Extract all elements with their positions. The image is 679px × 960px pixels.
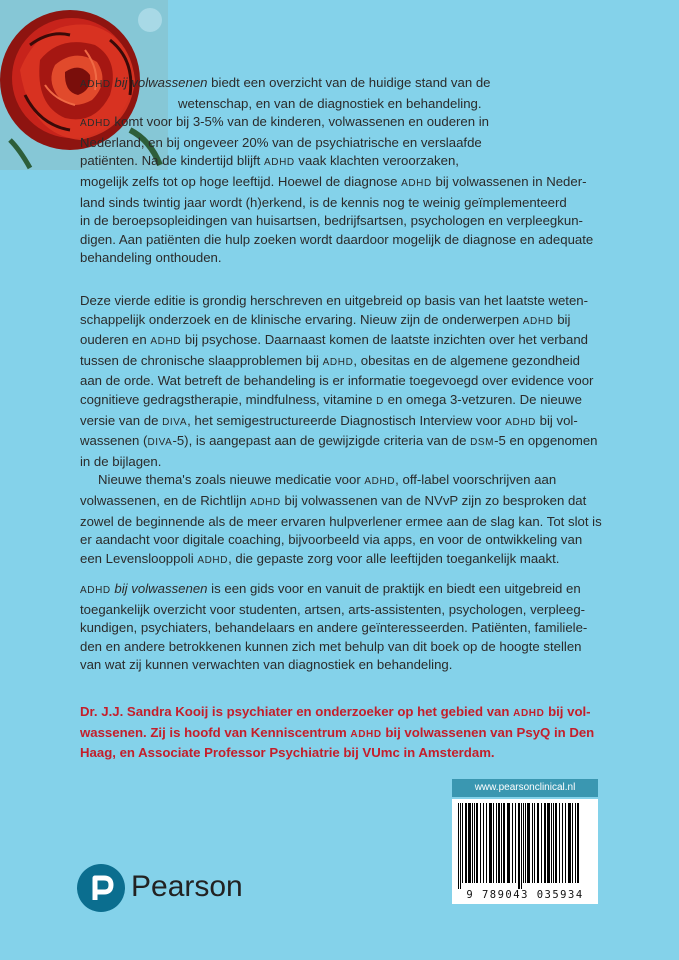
text-segment: Dr. J.J. Sandra Kooij is psychiater en onderzoeker op het gebied van [80,704,514,719]
text-segment: bij volwassenen in Neder- [431,173,587,189]
barcode-bar [551,803,552,883]
barcode-bar [515,803,516,883]
barcode-bar [498,803,500,883]
barcode-bar [465,803,467,883]
author-bio [80,703,620,763]
text-segment: zowel de beginnende als de meer ervaren hulpverlener ermee aan de slag kan. Tot slot is [80,513,602,529]
text-line [80,513,620,532]
barcode-bar [493,803,494,883]
text-segment: Deze vierde editie is grondig herschreven en uitgebreid op basis van het laatste weten- [80,293,589,308]
barcode-bar [544,803,546,883]
text-segment: ADHD [197,554,229,566]
barcode-bar [476,803,478,883]
text-segment: digen. Aan patiënten die hulp zoeken wordt daardoor mogelijk de diagnose en adequate [80,231,594,247]
text-segment: , het semigestructureerde Diagnostisch Interview voor [187,412,506,428]
barcode-bar [501,803,502,883]
barcode-bar [460,803,461,889]
text-segment: , off-label voorschrijven aan [395,472,557,488]
barcode-bar [518,803,520,889]
text-segment: DIVA [147,437,173,449]
barcode-bar [555,803,557,883]
barcode-bar [489,803,492,883]
text-line [80,95,620,114]
text-segment: tussen de chronische slaapproblemen bij [80,352,323,368]
text-line [80,292,620,311]
edition-paragraph [80,292,620,570]
barcode-bar [486,803,487,883]
text-line [80,744,620,763]
text-line [80,391,620,412]
text-segment: volwassenen, en de Richtlijn [80,492,251,508]
barcode-bar [480,803,481,883]
text-segment: -5), is aangepast aan de gewijzigde criteria van de [172,433,471,449]
text-line [80,412,620,433]
barcode-bar [525,803,526,883]
text-segment: ADHD [80,118,111,130]
text-line [80,212,620,231]
barcode-bar [474,803,475,883]
barcode-bar [503,803,505,883]
barcode-bar [472,803,473,883]
audience-paragraph [80,580,620,675]
text-segment: bij vol- [544,704,591,719]
barcode-bar [468,803,471,883]
text-segment: bij volwassenen [110,581,208,596]
text-line [80,471,620,492]
text-segment: schappelijk onderzoek en de klinische ervaring. Nieuw zijn de onderwerpen [80,311,523,327]
text-segment: ADHD [505,416,536,428]
barcode-bar [568,803,571,883]
text-segment: wetenschap, en van de diagnostiek en behandeling. [178,95,482,111]
text-line [80,432,620,453]
text-segment: bij volwassenen van PsyQ in Den [381,724,595,740]
text-line [80,331,620,352]
text-segment: ADHD [522,315,554,327]
text-line [80,194,620,213]
text-segment: behandeling onthouden. [80,250,222,266]
text-segment: biedt een overzicht van de huidige stand van de [207,75,491,90]
intro-paragraph [80,74,620,268]
text-segment: toegankelijk overzicht voor studenten, artsen, arts-assistenten, psychologen, verpleeg- [80,601,586,617]
isbn-barcode [452,799,598,904]
text-segment: vaak klachten veroorzaken, [294,153,459,169]
barcode-bar [577,803,579,883]
text-line [80,231,620,250]
text-segment: is een gids voor en vanuit de praktijk en biedt een uitgebreid en [207,581,581,596]
text-segment: bij volwassenen van de NVvP zijn zo besproken dat [280,492,587,508]
text-line [80,638,620,657]
text-line [80,453,620,472]
text-line [80,580,620,601]
text-line [80,656,620,675]
barcode-bar [553,803,554,883]
text-segment: -5 en opgenomen [494,433,598,449]
text-segment: DIVA [162,416,188,428]
isbn-number: 9 789043 035934 [466,889,584,901]
text-segment: kundigen, psychiaters, behandelaars en andere geïnteresseerden. Patiënten, familiele- [80,620,588,636]
text-line [80,152,620,173]
text-line [80,492,620,513]
text-segment: D [376,395,384,407]
text-segment: , obesitas en de algemene gezondheid [353,352,580,368]
barcode-bar [575,803,576,883]
text-segment: , die gepaste zorg voor alle leeftijden toegankelijk maakt. [228,550,560,566]
text-line [80,619,620,638]
barcode-bar [512,803,513,883]
text-line [80,134,620,153]
text-segment: land sinds twintig jaar wordt (h)erkend, is de kennis nog te weinig geïmplementeerd [80,194,567,210]
text-line [80,724,620,745]
text-line [80,113,620,134]
text-line [80,703,620,724]
barcode-bar [534,803,535,883]
publisher-name: Pearson [131,870,243,903]
barcode-bar [537,803,539,883]
text-line [80,74,620,95]
barcode-bar [559,803,560,883]
barcode-bar [462,803,463,883]
text-segment: mogelijk zelfs tot op hoge leeftijd. Hoewel de diagnose [80,173,402,189]
text-segment: bij [553,311,571,327]
text-segment: bij volwassenen [110,75,208,90]
text-segment: bij vol- [535,412,578,428]
text-segment: ouderen en [80,332,151,348]
text-segment: versie van de [80,412,163,428]
text-segment: ADHD [264,157,295,169]
text-segment: DSM [470,437,495,449]
text-segment: wassenen. Zij is hoofd van Kenniscentrum [80,724,351,740]
text-line [80,531,620,550]
text-segment: den en andere betrokkenen kunnen zich met behulp van dit boek op de hoogte stellen [80,638,582,654]
barcode-bar [496,803,497,883]
text-segment: ADHD [513,708,545,719]
barcode-bar [532,803,533,883]
text-line [80,311,620,332]
text-segment: ADHD [150,336,182,348]
text-segment: een Levenslooppoli [80,550,198,566]
text-line [80,550,620,571]
barcode-bar [565,803,566,883]
text-segment: ADHD [80,79,111,90]
barcode-bar [523,803,524,883]
text-segment: ADHD [364,476,396,488]
barcode-bar [541,803,542,883]
text-segment: ADHD [250,496,281,508]
text-segment: bij psychose. Daarnaast komen de laatste inzichten over het verband [181,332,589,348]
text-segment: ADHD [80,585,111,596]
text-line [80,601,620,620]
text-segment: van wat zij kunnen verwachten van diagnostiek en behandeling. [80,657,453,673]
barcode-bar [521,803,522,889]
text-line [80,173,620,194]
barcode-bar [562,803,563,883]
barcode-bar [572,803,573,883]
text-line [80,372,620,391]
text-segment: Nederland, en bij ongeveer 20% van de psychiatrische en verslaafde [80,134,482,150]
text-segment: patiënten. Na de kindertijd blijft [80,153,265,169]
text-line [80,249,620,268]
text-segment: cognitieve gedragstherapie, mindfulness, vitamine [80,391,377,407]
text-segment: er aandacht voor digitale coaching, bijvoorbeeld via apps, en voor de ontwikkeling van [80,532,583,548]
barcode-bars [452,799,598,891]
barcode-bar [458,803,459,889]
text-segment: ADHD [350,728,382,740]
text-segment: ADHD [322,356,354,368]
barcode-bar [547,803,550,883]
text-segment: ADHD [401,177,432,189]
text-segment: in de beroepsopleidingen van huisartsen, bedrijfsartsen, psychologen en verpleegkun- [80,213,583,229]
publisher-url[interactable]: www.pearsonclinical.nl [452,779,598,797]
pearson-logo-icon [77,864,125,912]
text-segment: Haag, en Associate Professor Psychiatrie bij VUmc in Amsterdam. [80,745,495,761]
barcode-bar [483,803,484,883]
text-segment: komt voor bij 3-5% van de kinderen, volwassenen en ouderen in [110,114,490,130]
text-segment: in de bijlagen. [80,453,162,469]
barcode-bar [527,803,530,883]
text-segment: en omega 3-vetzuren. De nieuwe [383,391,582,407]
text-segment: wassenen ( [80,433,148,449]
text-segment: aan de orde. Wat betreft de behandeling is er informatie toegevoegd over evidence voor [80,373,594,389]
text-line [80,352,620,373]
barcode-bar [507,803,510,883]
text-segment: Nieuwe thema's zoals nieuwe medicatie voor [98,472,365,488]
